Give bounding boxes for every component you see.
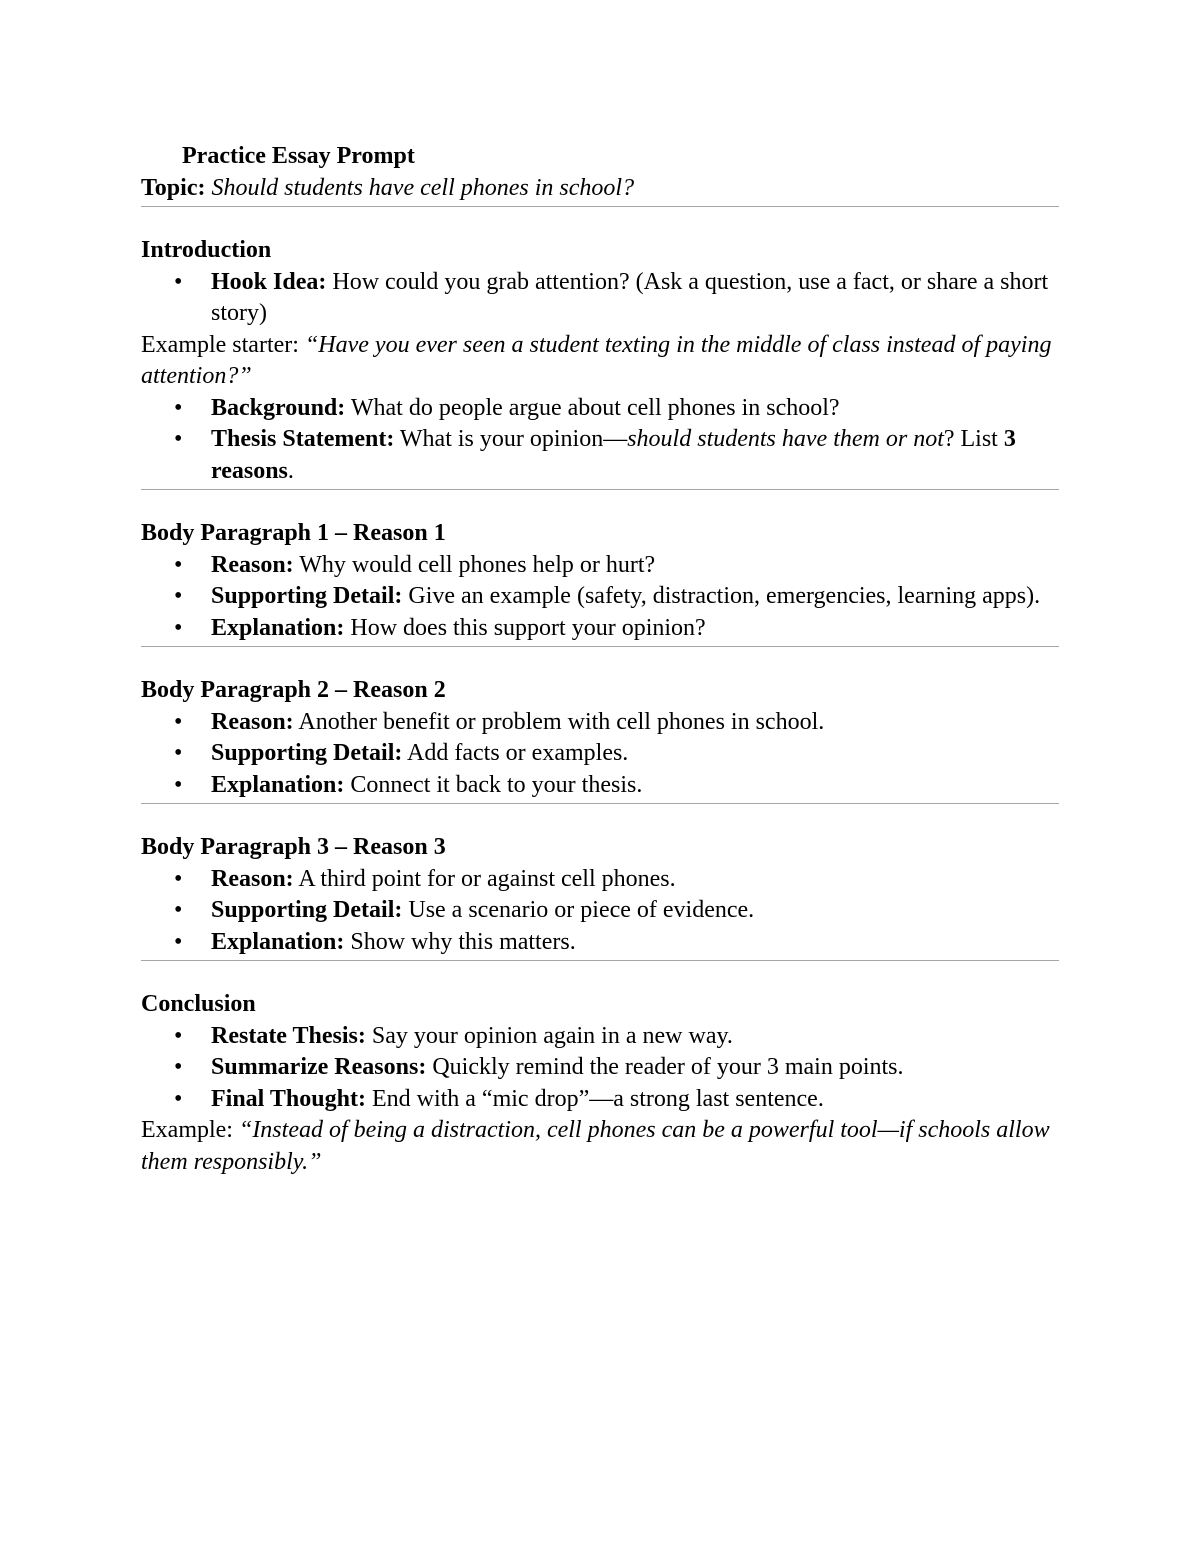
- bullet-icon: •: [174, 1022, 183, 1049]
- thesis-label: Thesis Statement:: [211, 426, 395, 452]
- item-text: Another benefit or problem with cell phones in school.: [298, 708, 825, 735]
- topic-label: Topic:: [141, 174, 206, 201]
- topic-text: Should students have cell phones in school?: [211, 174, 635, 201]
- body-paragraph-2-section: [141, 675, 1059, 801]
- list-item: [141, 267, 1059, 330]
- body-paragraph-3-heading: Body Paragraph 3 – Reason 3: [141, 834, 446, 860]
- list-item: [141, 738, 1059, 770]
- introduction-section: [141, 235, 1059, 487]
- bullet-icon: •: [174, 928, 183, 955]
- body-paragraph-1-heading: Body Paragraph 1 – Reason 1: [141, 520, 446, 546]
- bullet-icon: •: [174, 771, 183, 798]
- item-text: Add facts or examples.: [407, 740, 629, 766]
- introduction-hook-list: [141, 267, 1059, 330]
- introduction-heading: Introduction: [141, 237, 272, 263]
- item-label: Explanation:: [211, 771, 345, 798]
- body-paragraph-2-heading: Body Paragraph 2 – Reason 2: [141, 677, 446, 703]
- list-item: [141, 864, 1059, 896]
- list-item: [141, 895, 1059, 927]
- body-paragraph-2-list: [141, 707, 1059, 802]
- item-label: Explanation:: [211, 928, 345, 955]
- conclusion-list: [141, 1021, 1059, 1116]
- item-text: A third point for or against cell phones.: [298, 865, 676, 892]
- item-label: Supporting Detail:: [211, 897, 403, 923]
- item-text: Why would cell phones help or hurt?: [299, 551, 656, 578]
- thesis-text-end: .: [287, 457, 294, 484]
- item-text: End with a “mic drop”—a strong last sentence.: [371, 1085, 824, 1112]
- conclusion-example: [141, 1115, 1059, 1178]
- item-text: Use a scenario or piece of evidence.: [408, 897, 755, 923]
- thesis-text-italic: should students have them or not: [627, 426, 944, 452]
- item-label: Reason:: [211, 551, 294, 578]
- conclusion-example-text: “Instead of being a distraction, cell phones can be a powerful tool—if schools allow them responsibly.”: [141, 1117, 1050, 1175]
- example-starter-text: “Have you ever seen a student texting in the middle of class instead of paying attention?”: [141, 331, 1052, 389]
- list-item: [141, 1052, 1059, 1084]
- list-item: [141, 1021, 1059, 1053]
- list-item: [141, 550, 1059, 582]
- list-item: [141, 770, 1059, 802]
- topic-line: [141, 173, 1059, 205]
- hook-text: How could you grab attention? (Ask a question, use a fact, or share a short story): [211, 268, 1049, 326]
- list-item: [141, 424, 1059, 487]
- list-item: [141, 1084, 1059, 1116]
- background-text: What do people argue about cell phones in school?: [350, 394, 840, 421]
- page-title: Practice Essay Prompt: [182, 143, 415, 169]
- hook-label: Hook Idea:: [211, 268, 327, 295]
- bullet-icon: •: [174, 394, 183, 421]
- example-starter: [141, 330, 1059, 393]
- bullet-icon: •: [174, 865, 183, 892]
- section-divider: [141, 960, 1059, 961]
- body-paragraph-3-list: [141, 864, 1059, 959]
- list-item: [141, 393, 1059, 425]
- item-text: How does this support your opinion?: [350, 614, 706, 641]
- item-text: Say your opinion again in a new way.: [371, 1022, 733, 1049]
- bullet-icon: •: [174, 583, 183, 609]
- list-item: [141, 613, 1059, 645]
- introduction-list: [141, 393, 1059, 488]
- section-divider: [141, 206, 1059, 207]
- item-label: Reason:: [211, 708, 294, 735]
- bullet-icon: •: [174, 426, 183, 452]
- section-divider: [141, 803, 1059, 804]
- item-text: Connect it back to your thesis.: [350, 771, 643, 798]
- item-label: Supporting Detail:: [211, 583, 403, 609]
- bullet-icon: •: [174, 897, 183, 923]
- item-label: Restate Thesis:: [211, 1022, 366, 1049]
- bullet-icon: •: [174, 551, 183, 578]
- body-paragraph-1-list: [141, 550, 1059, 645]
- list-item: [141, 707, 1059, 739]
- list-item: [141, 581, 1059, 613]
- conclusion-section: [141, 989, 1059, 1178]
- body-paragraph-1-section: [141, 518, 1059, 644]
- item-text: Quickly remind the reader of your 3 main points.: [432, 1054, 904, 1080]
- item-label: Supporting Detail:: [211, 740, 403, 766]
- item-label: Reason:: [211, 865, 294, 892]
- body-paragraph-3-section: [141, 832, 1059, 958]
- conclusion-example-label: Example:: [141, 1117, 233, 1143]
- bullet-icon: •: [174, 1085, 183, 1112]
- bullet-icon: •: [174, 268, 183, 295]
- conclusion-heading: Conclusion: [141, 991, 256, 1017]
- item-text: Give an example (safety, distraction, emergencies, learning apps).: [408, 583, 1041, 609]
- item-label: Summarize Reasons:: [211, 1054, 427, 1080]
- item-text: Show why this matters.: [350, 928, 576, 955]
- thesis-text-bold: 3 reasons: [211, 426, 1016, 484]
- example-starter-label: Example starter:: [141, 331, 299, 358]
- document-page: [141, 141, 1059, 1178]
- bullet-icon: •: [174, 1054, 183, 1080]
- bullet-icon: •: [174, 740, 183, 766]
- bullet-icon: •: [174, 614, 183, 641]
- bullet-icon: •: [174, 708, 183, 735]
- section-divider: [141, 489, 1059, 490]
- thesis-text-before: What is your opinion—: [399, 426, 628, 452]
- list-item: [141, 927, 1059, 959]
- section-divider: [141, 646, 1059, 647]
- item-label: Explanation:: [211, 614, 345, 641]
- item-label: Final Thought:: [211, 1085, 366, 1112]
- thesis-text-mid: ? List: [943, 426, 1004, 452]
- background-label: Background:: [211, 394, 346, 421]
